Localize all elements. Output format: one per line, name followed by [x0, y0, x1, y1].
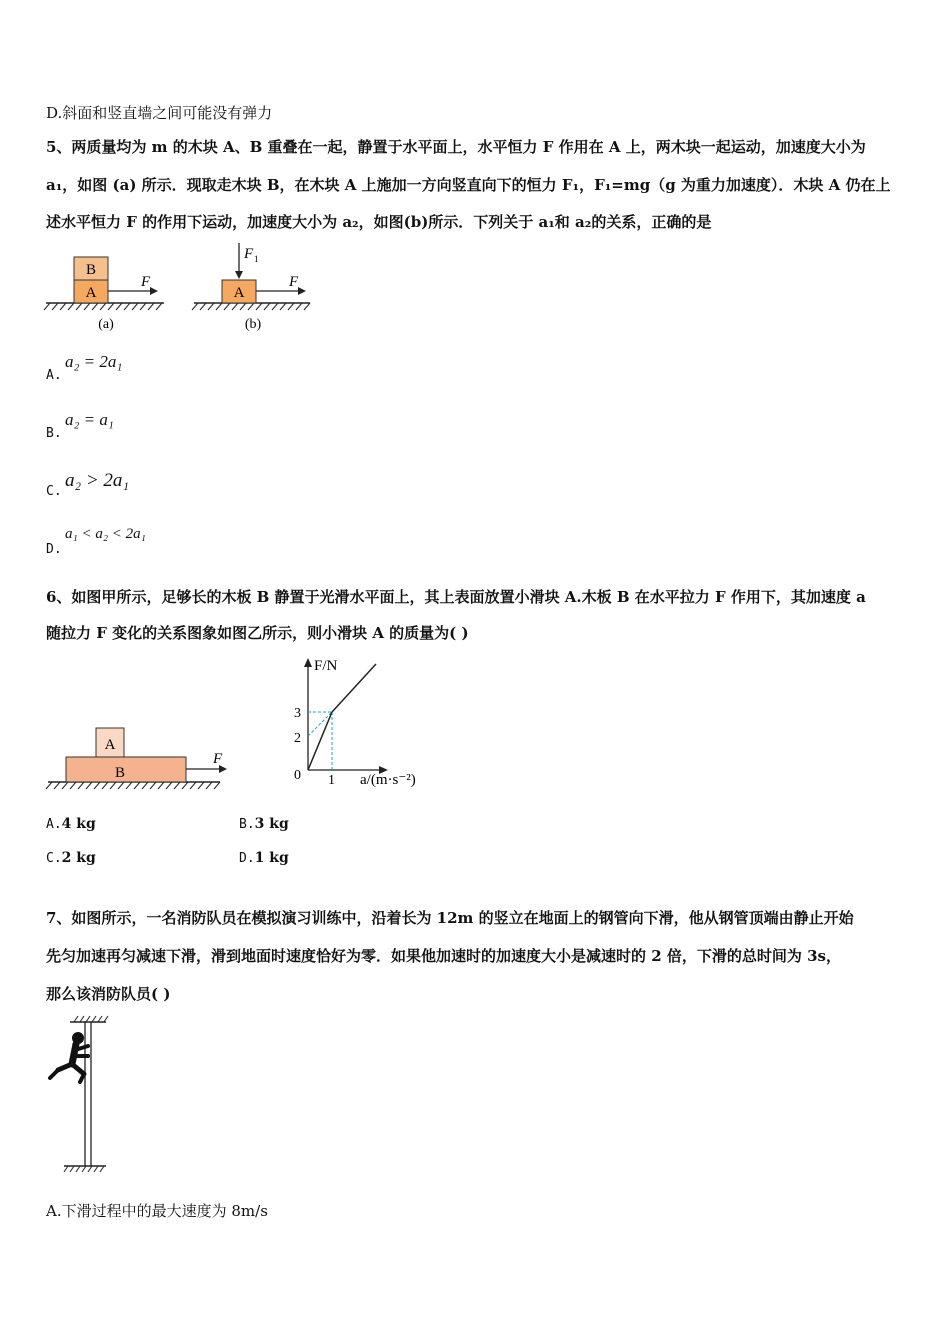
q6-stem-line2: 随拉力 F 变化的关系图象如图乙所示，则小滑块 A 的质量为( ) — [46, 624, 469, 642]
q6-block-b — [66, 757, 186, 782]
q5-option-a-label: A. — [46, 368, 62, 383]
q5-caption-a: (a) — [98, 317, 114, 332]
q6-option-c — [46, 850, 96, 866]
q5-figure-a — [44, 257, 164, 332]
q6-option-d — [239, 850, 289, 866]
q6-stem-line1: 6、如图甲所示，足够长的木板 B 静置于光滑水平面上，其上表面放置小滑块 A.木板 B 在水平拉力 F 作用下，其加速度 a — [46, 588, 866, 606]
q6-option-b — [239, 816, 289, 832]
q5-force-a-label: F — [141, 274, 151, 290]
q5-option-b-label: B. — [46, 426, 62, 441]
q5-option-c-expr: a₂ > 2a₁ — [65, 470, 130, 491]
q6-option-a-text: 4 kg — [61, 816, 96, 832]
q6-tick-2: 2 — [294, 731, 301, 746]
q6-block-b-label: B — [114, 765, 126, 781]
q5-stem-line3: 述水平恒力 F 的作用下运动，加速度大小为 a₂，如图(b)所示．下列关于 a₁和 a₂的关系，正确的是 — [46, 213, 712, 231]
q4-option-d: D.斜面和竖直墙之间可能没有弹力 — [46, 104, 273, 122]
q5-option-a-expr: a₂ = 2a₁ — [65, 352, 123, 371]
q6-force-label: F — [213, 751, 223, 767]
q7-stem-line2: 先匀加速再匀减速下滑，滑到地面时速度恰好为零．如果他加速时的加速度大小是减速时的 2 倍，下滑的总时间为 3s， — [46, 947, 841, 965]
firefighter-icon — [50, 1032, 88, 1082]
q6-tick-1: 1 — [328, 773, 335, 788]
q5-caption-b: (b) — [244, 317, 262, 332]
q6-option-a-label: A. — [46, 817, 62, 832]
q7-stem-line1: 7、如图所示，一名消防队员在模拟演习训练中，沿着长为 12m 的竖立在地面上的钢管向下滑，他从钢管顶端由静止开始 — [46, 909, 854, 927]
q6-option-d-label: D. — [239, 851, 255, 866]
q6-block-a-label: A — [104, 737, 116, 753]
q6-graph-line — [308, 664, 376, 770]
q5-option-b-expr: a₂ = a₁ — [65, 410, 114, 429]
q6-option-a — [46, 816, 96, 832]
q5-figure-b — [192, 243, 310, 332]
q6-y-axis-label: F/N — [314, 658, 338, 674]
q5-stem-line1: 5、两质量均为 m 的木块 A、B 重叠在一起，静置于水平面上，水平恒力 F 作用在 A 上，两木块一起运动，加速度大小为 — [46, 138, 866, 156]
q5-block-a-b-label: A — [233, 285, 245, 301]
q6-origin: 0 — [294, 768, 301, 783]
q6-figure-jia — [44, 722, 234, 798]
q6-option-b-label: B. — [239, 817, 255, 832]
q7-option-a: A.下滑过程中的最大速度为 8m/s — [46, 1202, 268, 1220]
q5-option-d-label: D. — [46, 542, 62, 557]
q5-block-a-label: A — [85, 285, 97, 301]
q6-option-d-text: 1 kg — [254, 850, 289, 866]
q5-stem-line2: a₁，如图 (a) 所示．现取走木块 B，在木块 A 上施加一方向竖直向下的恒力 F₁，F₁=mg（g 为重力加速度）．木块 A 仍在上 — [46, 176, 891, 194]
q5-option-c-label: C. — [46, 484, 62, 499]
q7-figure — [44, 1012, 114, 1177]
q6-option-c-label: C. — [46, 851, 62, 866]
q6-tick-3: 3 — [294, 706, 301, 721]
q6-option-b-text: 3 kg — [254, 816, 289, 832]
q5-force-b-label: F — [289, 274, 299, 290]
q5-force-down-sub: 1 — [254, 254, 259, 264]
q7-stem-line3: 那么该消防队员( ) — [46, 985, 171, 1003]
q5-block-b-label: B — [85, 262, 97, 278]
q5-option-d-expr: a₁ < a₂ < 2a₁ — [65, 526, 146, 542]
q5-figure — [40, 240, 330, 335]
q5-force-down-label: F — [244, 246, 254, 262]
q6-graph — [290, 652, 440, 797]
q6-x-axis-label: a/(m·s⁻²) — [360, 772, 416, 788]
q6-option-c-text: 2 kg — [61, 850, 96, 866]
